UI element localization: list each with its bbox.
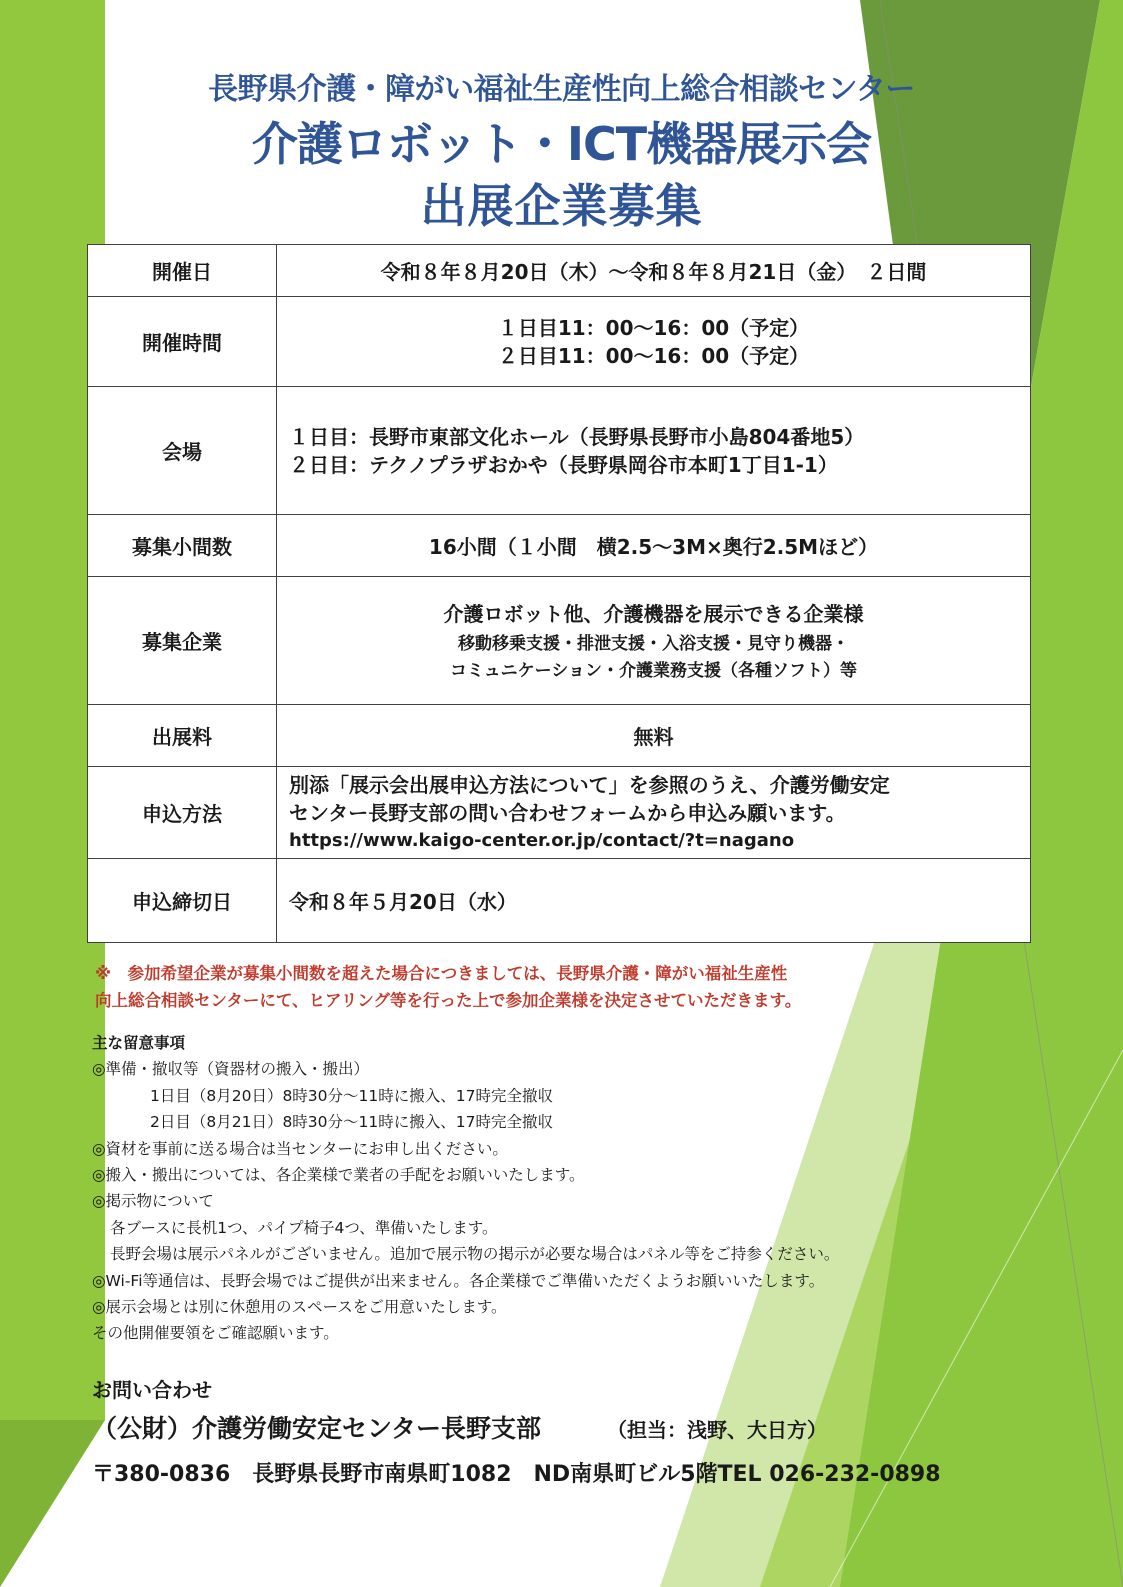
notes-section: [92, 1030, 1052, 1347]
method-line1: 別添「展示会出展申込方法について」を参照のうえ、介護労働安定: [289, 772, 890, 797]
center-name: 長野県介護・障がい福祉生産性向上総合相談センター: [208, 72, 915, 107]
row-fee: [88, 705, 1031, 767]
notes-item: 2日目（8月21日）8時30分～11時に搬入、17時完全撤収: [150, 1113, 553, 1132]
row-time: [88, 297, 1031, 387]
value-method: [277, 767, 1031, 859]
contact-org: （公財）介護労働安定センター長野支部: [92, 1414, 542, 1443]
label-time: 開催時間: [88, 297, 277, 387]
notes-item: ◎展示会場とは別に休憩用のスペースをご用意いたします。: [92, 1298, 507, 1317]
selection-note: [95, 960, 1035, 1014]
notes-item: その他開催要領をご確認願います。: [92, 1324, 339, 1343]
value-fee: 無料: [277, 705, 1031, 767]
label-fee: 出展料: [88, 705, 277, 767]
notes-item: ◎資材を事前に送る場合は当センターにお申し出ください。: [92, 1139, 508, 1158]
label-companies: 募集企業: [88, 577, 277, 705]
contact-address: 〒380-0836 長野県長野市南県町1082 ND南県町ビル5階TEL 026-232-0898: [92, 1462, 941, 1487]
value-deadline: 令和８年５月20日（水）: [277, 859, 1031, 943]
row-companies: [88, 577, 1031, 705]
notes-item: ◎準備・撤収等（資器材の搬入・搬出）: [92, 1060, 370, 1079]
selection-note-line2: 向上総合相談センターにて、ヒアリング等を行った上で参加企業様を決定させていただきます。: [95, 991, 802, 1010]
contact-heading: お問い合わせ: [92, 1378, 212, 1402]
row-booths: [88, 515, 1031, 577]
contact-section: [92, 1374, 941, 1488]
venue-day2: ２日目：テクノプラザおかや（長野県岡谷市本町1丁目1-1）: [289, 452, 838, 477]
row-deadline: [88, 859, 1031, 943]
event-title: 介護ロボット・ICT機器展示会: [251, 117, 872, 171]
row-method: [88, 767, 1031, 859]
time-day1: １日目11：00～16：00（予定）: [497, 315, 810, 340]
selection-note-line1: ※ 参加希望企業が募集小間数を超えた場合につきましては、長野県介護・障がい福祉生産性: [95, 964, 788, 983]
label-method: 申込方法: [88, 767, 277, 859]
value-time: [277, 297, 1031, 387]
notes-item: ◎掲示物について: [92, 1192, 214, 1211]
contact-person: （担当：浅野、大日方）: [607, 1418, 828, 1442]
companies-detail-2: コミュニケーション・介護業務支援（各種ソフト）等: [450, 660, 857, 681]
value-venue: [277, 387, 1031, 515]
left-green-band-dark: [0, 1420, 105, 1587]
application-form-link[interactable]: https://www.kaigo-center.or.jp/contact/?t=nagano: [289, 829, 795, 851]
notes-item: 各ブースに長机1つ、パイプ椅子4つ、準備いたします。: [110, 1218, 498, 1237]
event-info-table: [87, 244, 1031, 943]
row-venue: [88, 387, 1031, 515]
notes-heading: 主な留意事項: [92, 1034, 186, 1052]
recruitment-title: 出展企業募集: [420, 179, 703, 233]
label-venue: 会場: [88, 387, 277, 515]
companies-detail-1: 移動移乗支援・排泄支援・入浴支援・見守り機器・: [458, 633, 849, 654]
method-line2: センター長野支部の問い合わせフォームから申込み願います。: [289, 800, 846, 825]
contact-org-line: [92, 1409, 941, 1445]
notes-item: 長野会場は展示パネルがございません。追加で展示物の掲示が必要な場合はパネル等をご持参ください。: [110, 1245, 840, 1264]
companies-main: 介護ロボット他、介護機器を展示できる企業様: [443, 601, 864, 626]
value-booths: 16小間（１小間 横2.5～3M×奥行2.5Mほど）: [277, 515, 1031, 577]
notes-item: ◎搬入・搬出については、各企業様で業者の手配をお願いいたします。: [92, 1166, 585, 1185]
time-day2: ２日目11：00～16：00（予定）: [497, 343, 810, 368]
value-date: 令和８年８月20日（木）～令和８年８月21日（金） ２日間: [277, 245, 1031, 297]
value-companies: [277, 577, 1031, 705]
label-date: 開催日: [88, 245, 277, 297]
row-date: [88, 245, 1031, 297]
notes-item: 1日目（8月20日）8時30分～11時に搬入、17時完全撤収: [150, 1086, 553, 1105]
venue-day1: １日目：長野市東部文化ホール（長野県長野市小島804番地5）: [289, 424, 865, 449]
notes-item: ◎Wi-Fi等通信は、長野会場ではご提供が出来ません。各企業様でご準備いただくようお願いいたします。: [92, 1271, 825, 1290]
label-booths: 募集小間数: [88, 515, 277, 577]
label-deadline: 申込締切日: [88, 859, 277, 943]
